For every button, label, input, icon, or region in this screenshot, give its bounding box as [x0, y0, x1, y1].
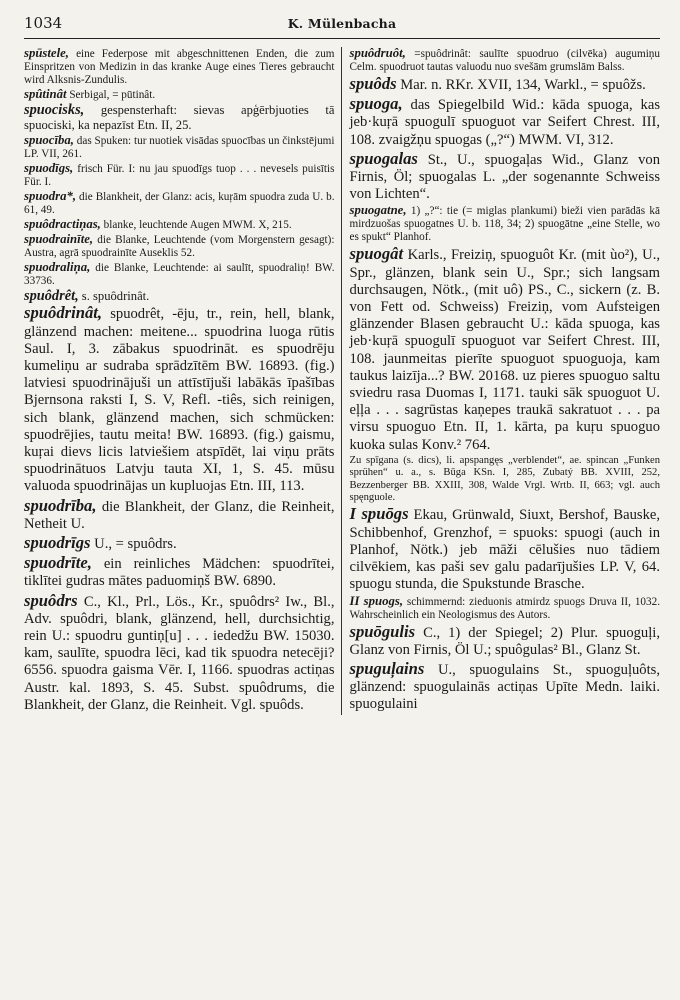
- dictionary-entry: [350, 75, 661, 94]
- dictionary-entry: [350, 455, 661, 505]
- entry-headword: spuodrīgs: [24, 533, 91, 553]
- entry-text: blanke, leuchtende Augen MWM. X, 215.: [100, 218, 292, 231]
- entry-text: gespensterhaft: sievas apģērbjuoties tā spuociski, ka nepazīst Etn. II, 25.: [24, 103, 335, 132]
- entry-text: die Blanke, Leuchtende (vom Morgenstern gesagt): Austra, agrā spuodrainīte Auseklis 52.: [24, 233, 335, 259]
- entry-text: die Blankheit, der Glanz: acis, kuŗām spuodra zuda U. b. 61, 49.: [24, 190, 335, 216]
- dictionary-entry: [24, 218, 335, 232]
- left-column: [24, 47, 341, 715]
- entry-text: schimmernd: zieduonis atmirdz spuogs Druva II, 1032. Wahrscheinlich ein Neologismus des Autors.: [349, 595, 660, 621]
- entry-headword: spuodrīte,: [24, 553, 92, 573]
- entry-headword: spuocisks,: [24, 102, 85, 118]
- entry-headword: spuodrība,: [24, 495, 97, 515]
- dictionary-entry: [24, 88, 335, 102]
- entry-headword: spuôds: [349, 74, 397, 93]
- entry-text: eine Federpose mit abgeschnittenen Enden, die zum Einspritzen von Medizin in das kranke Auge eines Tieres gebraucht wird Alksnis-Zundulis.: [24, 48, 335, 86]
- entry-text: s. spuôdrinât.: [78, 288, 150, 303]
- entry-text: 1) „?“: tie (= miglas plankumi) bieži vien parādās kā mirdzuošas spuogatnes U. b. 118, 34; 2) spuogātne „eine Stelle, wo es spukt“ Planhof.: [349, 205, 660, 244]
- dictionary-entry: [350, 660, 661, 714]
- entry-headword: spuôdrs: [24, 590, 78, 610]
- right-column: [341, 47, 661, 715]
- entry-headword: II spuogs,: [349, 593, 404, 608]
- dictionary-entry: [350, 245, 661, 453]
- entry-headword: spuogalas: [349, 148, 418, 168]
- dictionary-entry: [350, 47, 661, 74]
- dictionary-entry: [24, 47, 335, 87]
- dictionary-entry: [24, 134, 335, 161]
- entry-headword: spuôdractiņas,: [24, 216, 101, 231]
- dictionary-entry: [24, 554, 335, 590]
- dictionary-entry: [350, 150, 661, 204]
- entry-headword: spūstele,: [24, 46, 69, 60]
- entry-headword: spuōgulis: [349, 621, 416, 641]
- dictionary-entry: [350, 95, 661, 149]
- entry-headword: spuodīgs,: [24, 160, 74, 175]
- entry-headword: spuguļains: [349, 658, 425, 678]
- dictionary-entry: [24, 534, 335, 553]
- entry-text: das Spiegelbild Wid.: kāda spuoga, kas jeb·kuŗā spuogulī spuoguot var Seifert Chrest. III, 108. zvaigžņu spuogas („?“) MWM. VI, 312.: [349, 97, 660, 148]
- entry-headword: spuôdrinât,: [24, 303, 103, 323]
- dictionary-entry: [24, 497, 335, 533]
- page-header: [24, 14, 660, 39]
- entry-text: St., U., spuogaļas Wid., Glanz von Firnis, Öl; spuogalas L. „der sogenannte Schweiss von Lichten“.: [349, 151, 660, 203]
- entry-text: Zu spīgana (s. dics), li. apspangęs „verblendet“, ae. spincan „Funken sprühen“ u. a., s. Būga KSn. I, 285, Zubatý BB. XVIII, 252, Bezzenberger BB. XXIII, 308, Walde Vrgl. Wrtb. II, 663; vgl. auch spęnguole.: [349, 454, 660, 504]
- dictionary-entry: [24, 592, 335, 714]
- entry-text: C., Kl., Prl., Lös., Kr., spuôdrs² Iw., Bl., Adv. spuôdri, blank, glänzend, hell, durchsichtig, rein U.: spuodru guntiņ[u] . . . iededžu BW. 15030. kam, saulīte, spuodra lēci, kad tik spuodra netecēji? 6556. spuodra gaisma Vēr. I, 1166. spuodras actiņas Austr. kal. 1893, S. 45. Subst. spuôdrums, die Blankheit, der Glanz, die Reinheit. Vgl. spuôds.: [24, 593, 335, 713]
- running-head: K. Mülenbacha: [287, 16, 397, 31]
- entry-text: C., 1) der Spiegel; 2) Plur. spuoguļi, Glanz von Firnis, Öl U.; spuôgulas² Bl., Glanz St.: [349, 624, 660, 658]
- entry-headword: spuoga,: [349, 94, 403, 114]
- page-number: 1034: [24, 14, 63, 32]
- entry-text: Mar. n. RKr. XVII, 134, Warkl., = spuôžs.: [396, 77, 646, 93]
- entry-text: spuodrêt, -ēju, tr., rein, hell, blank, glänzend machen: meitene... spuodrina luoga rūtis Saul. I, 3. zābakus spuodrināt. es spuodrēju kumeliņu ar sudraba sprādzītēm BW. 16893. (fig.) latviesi spuodrinājuši un attīstījuši labākās īpašības Bjernsona raksti I, S. V, Refl. -tiês, sich reinigen, sich blank, glänzend machen, sich schmücken: spuodrējies, tautu meita! BW. 16893. (fig.) gaismu, kuŗai dievs licis latviešiem atspīdēt, lai viņu prāts spuodrinātuos Latvju tauta XI, 1, S. 45. mūsu valuoda spuodrinājas un kupluojas Etn. III, 113.: [24, 306, 335, 495]
- entry-headword: spuôdrêt,: [24, 287, 79, 304]
- entry-text: die Blanke, Leuchtende: ai saulīt, spuodraliņ! BW. 33736.: [24, 261, 335, 287]
- entry-text: Karls., Freiziņ, spuoguôt Kr. (mit ùo²), U., Spr., glänzen, blank sein U., Spr.; sich langsam durchsaugen, Nötk., (mit uô) PS., C., sickern (z. B. von Fett od. Schweiss) Freiziņ, vom Aufsteigen glänzender Blasen gebraucht U.: kāda spuoga, kas jeb·kuŗā spuogulī spuoguot var Seifert Chrest. III, 108. jaunmeitas pierīte spuoguot spuoguoja, kam taukus laizīja...? BW. 20168. uz pieres spuoguo saltu sviedru rasa Duomas I, 1171. tauki sāk spuoguot U. eļļa . . . sagrūstas kaņepes traukā sakratuot . . . pa virsu spuoguo Etn. II, 1. kārta, pa kuŗu spuoguo kuoka sulas Konv.² 764.: [349, 247, 660, 453]
- entry-text: frisch Für. I: nu jau spuodīgs tuop . . . nevesels puisītis Für. I.: [24, 162, 335, 188]
- entry-headword: spuogât: [349, 244, 404, 264]
- dictionary-entry: [24, 261, 335, 288]
- dictionary-entry: [350, 204, 661, 244]
- entry-text: U., spuogulains St., spuoguļuôts, glänzend: spuogulainās actiņas Upīte Medn. laiki. spuogulaini: [349, 661, 660, 713]
- entry-headword: I spuōgs: [349, 504, 409, 524]
- entry-text: Serbigal, = pūtinât.: [66, 89, 156, 101]
- entry-text: Ekau, Grünwald, Siuxt, Bershof, Bauske, Schibbenhof, Grenzhof, = spuoks: spuogi (auch in Planhof, Nötk.) jeb māži cēlušies nuo tādiem cilvēkiem, kas paši sev galu padarījušies LP. V, 64. spuogu stunda, die Spukstunde Brasche.: [349, 507, 660, 593]
- dictionary-entry: [350, 595, 661, 622]
- entry-headword: spûtinât: [24, 87, 67, 101]
- dictionary-entry: [24, 162, 335, 189]
- entry-text: ein reinliches Mädchen: spuodrītei, tiklītei gudras mātes paduomiņš BW. 6890.: [24, 556, 335, 590]
- dictionary-entry: [24, 190, 335, 217]
- entry-headword: spuodra*,: [24, 188, 77, 203]
- entry-text: =spuôdrinât: saulīte spuodruo (cilvēka) augumiņu Celm. spuodruot tautas valuodu nuo svešām grumslām Balss.: [349, 48, 660, 73]
- two-column-body: [24, 47, 660, 715]
- entry-headword: spuocība,: [24, 132, 74, 147]
- entry-text: das Spuken: tur nuotiek visādas spuocības un činkstējumi LP. VII, 261.: [24, 134, 335, 160]
- dictionary-entry: [24, 103, 335, 133]
- entry-headword: spuogatne,: [349, 203, 407, 218]
- dictionary-entry: [24, 233, 335, 260]
- entry-headword: spuodrainīte,: [24, 231, 94, 246]
- entry-text: U., = spuôdrs.: [90, 536, 177, 553]
- dictionary-entry: [24, 304, 335, 495]
- dictionary-entry: [350, 623, 661, 659]
- entry-headword: spuôdruôt,: [349, 46, 406, 60]
- entry-text: die Blankheit, der Glanz, die Reinheit, Netheit U.: [24, 498, 335, 532]
- dictionary-entry: [350, 505, 661, 593]
- entry-headword: spuodraliņa,: [24, 259, 91, 274]
- dictionary-entry: [24, 289, 335, 304]
